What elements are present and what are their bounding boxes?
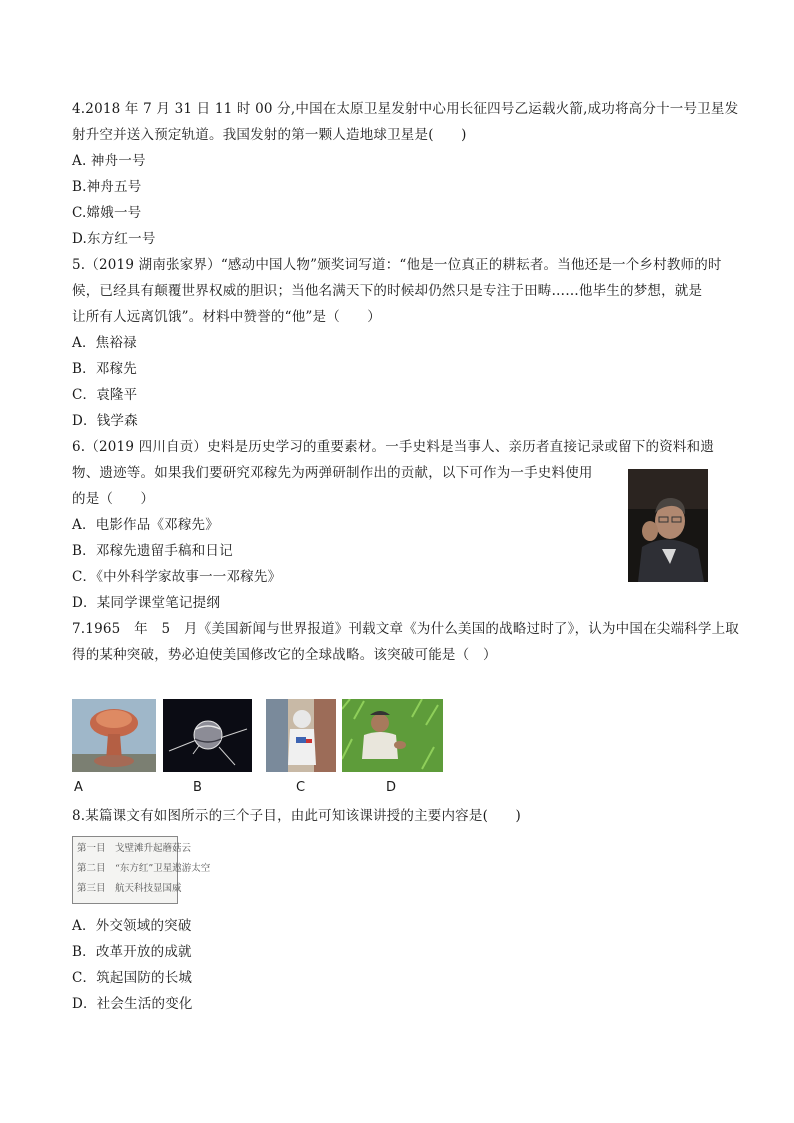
q4-option-c: C.嫦娥一号 — [72, 205, 142, 221]
q8-option-c: C．筑起国防的长城 — [72, 970, 193, 986]
q7-label-d: D — [386, 780, 397, 795]
q6-stem-line-1: 6.（2019 四川自贡）史料是历史学习的重要素材。一手史料是当事人、亲历者直接记录或留下的资料和遗 — [72, 439, 715, 455]
q4-stem-line-2: 射升空并送入预定轨道。我国发射的第一颗人造地球卫星是( ) — [72, 127, 467, 143]
q6-option-d: D．某同学课堂笔记提纲 — [72, 595, 221, 611]
q7-label-a: A — [74, 780, 83, 795]
mushroom-cloud-photo — [72, 699, 156, 772]
q6-option-a: A．电影作品《邓稼先》 — [72, 517, 219, 533]
q5-stem-line-2: 候，已经具有颠覆世界权威的胆识；当他名满天下的时候却仍然只是专注于田畴……他毕生的梦想，就是 — [72, 283, 703, 299]
toc-item-3: 第三目 航天科技显国威 — [77, 883, 182, 894]
q4-option-d: D.东方红一号 — [72, 231, 156, 247]
q8-option-b: B．改革开放的成就 — [72, 944, 192, 960]
astronaut-photo — [266, 699, 336, 772]
q7-label-b: B — [193, 780, 202, 795]
portrait-photo — [628, 469, 708, 582]
q6-option-b: B．邓稼先遗留手稿和日记 — [72, 543, 233, 559]
q8-option-d: D．社会生活的变化 — [72, 996, 193, 1012]
q6-option-c: C．《中外科学家故事一一邓稼先》 — [72, 569, 282, 585]
q5-option-d: D．钱学森 — [72, 413, 138, 429]
q5-option-a: A．焦裕禄 — [72, 335, 137, 351]
q5-stem-line-3: 让所有人远离饥饿”。材料中赞誉的“他”是（ ） — [72, 309, 382, 325]
q8-option-a: A．外交领域的突破 — [72, 918, 192, 934]
q8-stem-line-1: 8.某篇课文有如图所示的三个子目，由此可知该课讲授的主要内容是( ) — [72, 808, 521, 824]
subsection-table — [72, 836, 211, 904]
q6-stem-line-2: 物、遗迹等。如果我们要研究邓稼先为两弹研制作出的贡献，以下可作为一手史料使用 — [72, 465, 593, 481]
q7-stem-line-1: 7.1965 年 5 月《美国新闻与世界报道》刊载文章《为什么美国的战略过时了》，认为中国在尖端科学上取 — [72, 621, 739, 637]
q4-option-a: A. 神舟一号 — [72, 153, 146, 169]
q4-option-b: B.神舟五号 — [72, 179, 142, 195]
q7-stem-line-2: 得的某种突破，势必迫使美国修改它的全球战略。该突破可能是（ ） — [72, 647, 497, 663]
q5-option-c: C．袁隆平 — [72, 387, 138, 403]
q4-stem-line-1: 4.2018 年 7 月 31 日 11 时 00 分,中国在太原卫星发射中心用长征四号乙运载火箭,成功将高分十一号卫星发 — [72, 101, 739, 117]
rice-field-photo — [342, 699, 443, 772]
toc-item-1: 第一目 戈壁滩升起蘑菇云 — [77, 843, 192, 854]
toc-item-2: 第二目 “东方红”卫星遨游太空 — [77, 863, 211, 874]
satellite-photo — [163, 699, 252, 772]
q7-label-c: C — [296, 780, 306, 795]
q5-option-b: B．邓稼先 — [72, 361, 137, 377]
q6-stem-line-3: 的是（ ） — [72, 491, 155, 507]
q5-stem-line-1: 5.（2019 湖南张家界）“感动中国人物”颁奖词写道：“他是一位真正的耕耘者。当他还是一个乡村教师的时 — [72, 257, 722, 273]
